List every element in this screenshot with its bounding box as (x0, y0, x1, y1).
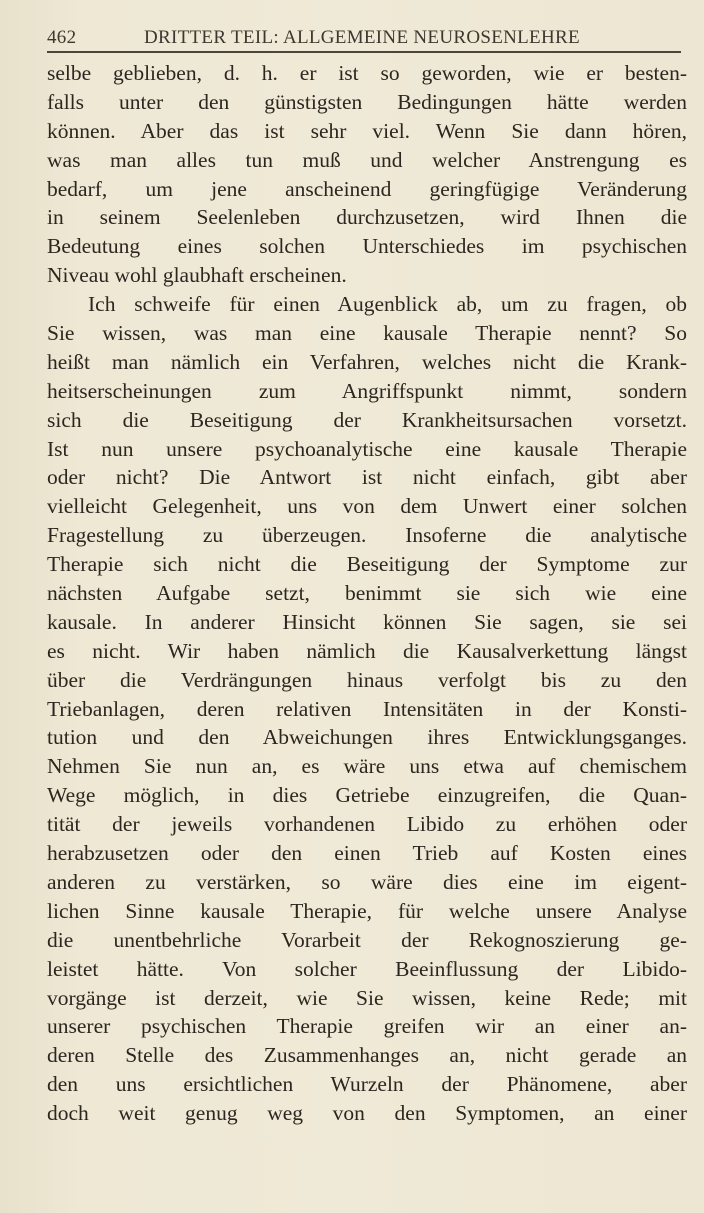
text-line: vorgänge ist derzeit, wie Sie wissen, keine Rede; mit (47, 985, 687, 1010)
text-line: anderen zu verstärken, so wäre dies eine im eigent- (47, 869, 687, 894)
text-line: heitserscheinungen zum Angriffspunkt nimmt, sondern (47, 378, 687, 403)
text-line: es nicht. Wir haben nämlich die Kausalverkettung längst (47, 638, 687, 663)
text-line: die unentbehrliche Vorarbeit der Rekognoszierung ge- (47, 927, 687, 952)
text-line: falls unter den günstigsten Bedingungen hätte werden (47, 89, 687, 114)
text-line: bedarf, um jene anscheinend geringfügige Veränderung (47, 176, 687, 201)
text-line: lichen Sinne kausale Therapie, für welche unsere Analyse (47, 898, 687, 923)
text-line: oder nicht? Die Antwort ist nicht einfach, gibt aber (47, 465, 687, 490)
text-line: kausale. In anderer Hinsicht können Sie sagen, sie sei (47, 609, 687, 634)
text-line: vielleicht Gelegenheit, uns von dem Unwert einer solchen (47, 494, 687, 519)
text-line: Therapie sich nicht die Beseitigung der Symptome zur (47, 552, 687, 577)
text-line: sich die Beseitigung der Krankheitsursachen vorsetzt. (47, 407, 687, 432)
text-line: Triebanlagen, deren relativen Intensitäten in der Konsti- (47, 696, 687, 721)
body-text (47, 59, 687, 1128)
text-line: was man alles tun muß und welcher Anstrengung es (47, 147, 687, 172)
text-line: Sie wissen, was man eine kausale Therapie nennt? So (47, 321, 687, 346)
text-line: Ich schweife für einen Augenblick ab, um zu fragen, ob (88, 292, 687, 317)
running-head (47, 24, 681, 52)
text-line: heißt man nämlich ein Verfahren, welches nicht die Krank- (47, 349, 687, 374)
page-number: 462 (47, 27, 77, 48)
text-line: deren Stelle des Zusammenhanges an, nicht gerade an (47, 1043, 687, 1068)
text-line: in seinem Seelenleben durchzusetzen, wird Ihnen die (47, 205, 687, 230)
text-line: Niveau wohl glaubhaft erscheinen. (47, 263, 347, 288)
text-line: nächsten Aufgabe setzt, benimmt sie sich wie eine (47, 581, 687, 606)
text-line: tution und den Abweichungen ihres Entwicklungsganges. (47, 725, 687, 750)
text-line: über die Verdrängungen hinaus verfolgt bis zu den (47, 667, 687, 692)
text-line: können. Aber das ist sehr viel. Wenn Sie dann hören, (47, 118, 687, 143)
text-line: selbe geblieben, d. h. er ist so geworden, wie er besten- (47, 61, 687, 85)
text-line: tität der jeweils vorhandenen Libido zu erhöhen oder (47, 812, 687, 837)
text-line: leistet hätte. Von solcher Beeinflussung der Libido- (47, 956, 687, 981)
text-line: Ist nun unsere psychoanalytische eine kausale Therapie (47, 436, 687, 461)
text-line: Fragestellung zu überzeugen. Insoferne die analytische (47, 523, 687, 548)
running-title: DRITTER TEIL: ALLGEMEINE NEUROSENLEHRE (144, 27, 580, 48)
text-line: doch weit genug weg von den Symptomen, an einer (47, 1101, 687, 1126)
text-line: Bedeutung eines solchen Unterschiedes im psychischen (47, 234, 687, 259)
text-line: den uns ersichtlichen Wurzeln der Phänomene, aber (47, 1072, 687, 1097)
text-line: Wege möglich, in dies Getriebe einzugreifen, die Quan- (47, 783, 687, 808)
text-line: herabzusetzen oder den einen Trieb auf Kosten eines (47, 841, 687, 866)
text-line: unserer psychischen Therapie greifen wir an einer an- (47, 1014, 687, 1039)
header-rule (47, 51, 681, 53)
text-line: Nehmen Sie nun an, es wäre uns etwa auf chemischem (47, 754, 687, 779)
